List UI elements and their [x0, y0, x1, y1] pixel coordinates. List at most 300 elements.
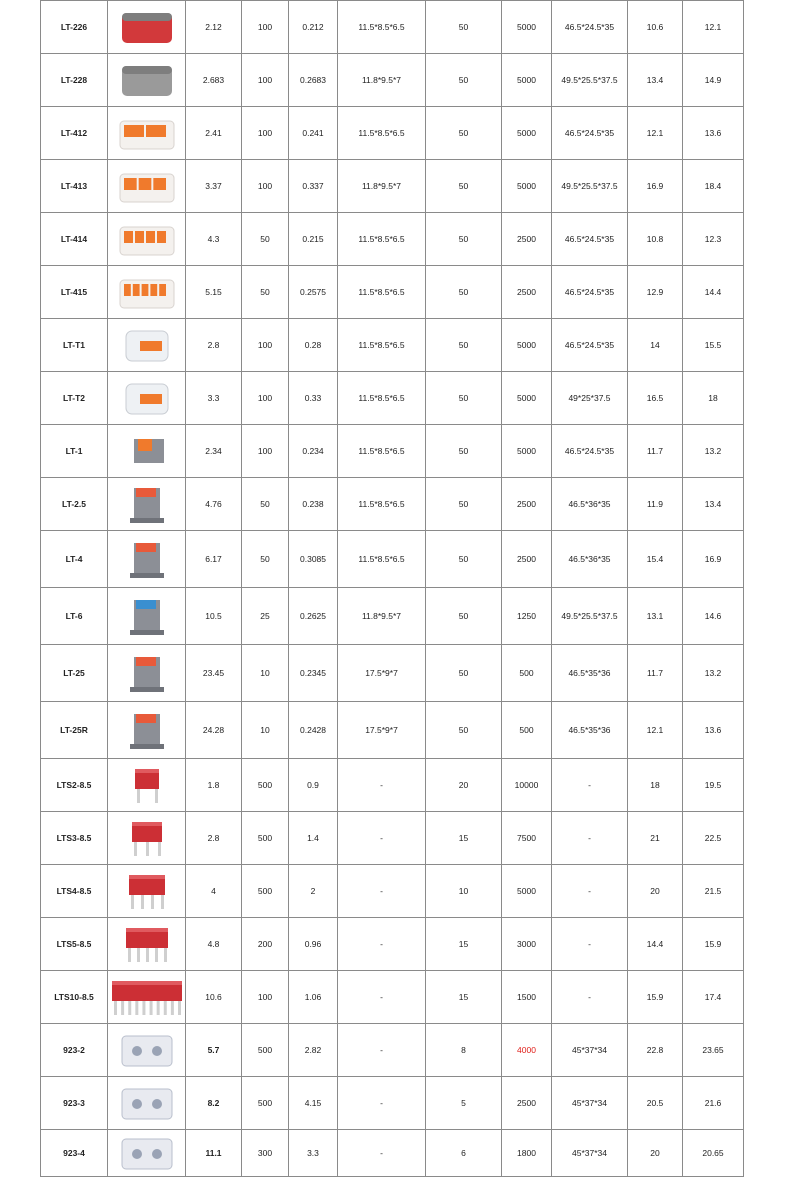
gross-weight-cell [683, 759, 744, 812]
gross-weight-value: 22.5 [704, 833, 722, 843]
product-image-cell [108, 213, 186, 266]
carton-size-value: 49.5*25.5*37.5 [561, 75, 618, 85]
boxes-per-carton-cell [426, 531, 502, 588]
carton-size-value: 46.5*24.5*35 [564, 22, 615, 32]
net-weight-value: 14 [650, 340, 660, 350]
model-cell [41, 266, 108, 319]
product-image-cell [108, 1130, 186, 1177]
clear-tap-connector-icon [108, 323, 185, 367]
white-ceramic-3way-terminal-icon [108, 1081, 185, 1125]
pcs-per-carton-value: 5000 [517, 181, 536, 191]
net-weight-cell [628, 478, 683, 531]
net-weight-cell [628, 1130, 683, 1177]
gross-weight-value: 20.65 [702, 1148, 724, 1158]
pack-weight-value: 2.82 [304, 1045, 322, 1055]
net-weight-value: 14.4 [646, 939, 664, 949]
carton-size-value: - [588, 833, 591, 843]
net-weight-cell [628, 531, 683, 588]
product-image-cell [108, 319, 186, 372]
pack-weight-value: 0.28 [304, 340, 322, 350]
carton-size-value: - [588, 780, 591, 790]
pcs-per-carton-value: 1500 [517, 992, 536, 1002]
boxes-per-carton-cell [426, 971, 502, 1024]
pcs-per-carton-value: 4000 [517, 1045, 536, 1055]
pack-weight-cell [289, 266, 338, 319]
unit-weight-value: 4 [211, 886, 216, 896]
pack-size-cell [338, 865, 426, 918]
gross-weight-value: 15.9 [704, 939, 722, 949]
pack-weight-cell [289, 918, 338, 971]
model-cell [41, 759, 108, 812]
unit-weight-value: 5.15 [205, 287, 222, 297]
table-row [41, 1077, 744, 1130]
boxes-per-carton-value: 50 [458, 22, 469, 32]
net-weight-value: 18 [650, 780, 660, 790]
pcs-per-carton-cell [502, 266, 552, 319]
pcs-per-carton-cell [502, 478, 552, 531]
boxes-per-carton-value: 50 [458, 554, 469, 564]
boxes-per-carton-value: 50 [458, 499, 469, 509]
pcs-per-carton-cell [502, 812, 552, 865]
unit-weight-value: 2.12 [205, 22, 222, 32]
model-cell [41, 812, 108, 865]
product-image-cell [108, 971, 186, 1024]
pcs-per-carton-cell [502, 1, 552, 54]
carton-size-value: 46.5*36*35 [568, 499, 611, 509]
carton-size-cell [552, 319, 628, 372]
model-value: LT-2.5 [62, 499, 86, 509]
pack-weight-cell [289, 645, 338, 702]
model-value: 923-4 [63, 1148, 85, 1158]
pack-qty-value: 50 [260, 287, 270, 297]
gross-weight-cell [683, 1130, 744, 1177]
carton-size-cell [552, 645, 628, 702]
gross-weight-cell [683, 372, 744, 425]
table-row [41, 160, 744, 213]
pack-qty-value: 500 [257, 886, 273, 896]
pack-qty-cell [242, 865, 289, 918]
net-weight-cell [628, 1077, 683, 1130]
unit-weight-cell [186, 160, 242, 213]
pack-qty-value: 50 [260, 554, 270, 564]
gross-weight-cell [683, 645, 744, 702]
gross-weight-cell [683, 702, 744, 759]
pack-weight-value: 0.2683 [300, 75, 326, 85]
net-weight-value: 13.1 [646, 611, 664, 621]
pack-size-cell [338, 588, 426, 645]
gross-weight-cell [683, 319, 744, 372]
pack-size-cell [338, 1130, 426, 1177]
net-weight-cell [628, 918, 683, 971]
carton-size-cell [552, 1, 628, 54]
boxes-per-carton-value: 50 [458, 446, 469, 456]
orange-lever-5pole-connector-icon [108, 270, 185, 314]
net-weight-value: 16.5 [646, 393, 664, 403]
pack-weight-cell [289, 425, 338, 478]
pack-size-cell [338, 702, 426, 759]
product-image-cell [108, 425, 186, 478]
red-jumper-bridge-3-icon [108, 816, 185, 860]
pcs-per-carton-cell [502, 865, 552, 918]
carton-size-cell [552, 425, 628, 478]
large-din-terminal-block-icon [108, 708, 185, 752]
pack-weight-value: 1.06 [304, 992, 322, 1002]
unit-weight-value: 2.683 [202, 75, 225, 85]
unit-weight-value: 3.3 [207, 393, 220, 403]
pack-size-value: - [380, 1045, 383, 1055]
pack-weight-value: 0.9 [307, 780, 319, 790]
carton-size-cell [552, 266, 628, 319]
red-jumper-bridge-5-icon [108, 922, 185, 966]
product-image-cell [108, 918, 186, 971]
unit-weight-value: 4.3 [207, 234, 220, 244]
boxes-per-carton-cell [426, 425, 502, 478]
table-row [41, 645, 744, 702]
white-ceramic-4way-terminal-icon [108, 1131, 185, 1175]
orange-lever-4pole-connector-icon [108, 217, 185, 261]
pack-qty-cell [242, 588, 289, 645]
pack-size-cell [338, 1, 426, 54]
table-row [41, 107, 744, 160]
unit-weight-value: 3.37 [205, 181, 222, 191]
pcs-per-carton-value: 2500 [517, 499, 536, 509]
pack-qty-value: 500 [257, 833, 273, 843]
product-image-cell [108, 645, 186, 702]
model-value: LTS3-8.5 [56, 833, 92, 843]
model-cell [41, 107, 108, 160]
pack-qty-value: 100 [257, 128, 273, 138]
pack-qty-value: 500 [257, 1098, 273, 1108]
pack-qty-value: 10 [260, 725, 270, 735]
pack-qty-cell [242, 1, 289, 54]
boxes-per-carton-value: 5 [461, 1098, 466, 1108]
boxes-per-carton-value: 6 [461, 1148, 466, 1158]
pack-qty-cell [242, 918, 289, 971]
carton-size-value: - [588, 992, 591, 1002]
unit-weight-value: 2.8 [207, 340, 220, 350]
pack-size-value: - [380, 992, 383, 1002]
pack-qty-cell [242, 1077, 289, 1130]
carton-size-value: 46.5*35*36 [568, 668, 611, 678]
pcs-per-carton-cell [502, 1077, 552, 1130]
pack-size-cell [338, 160, 426, 213]
rail-splice-connector-icon [108, 429, 185, 473]
unit-weight-cell [186, 213, 242, 266]
product-image-cell [108, 54, 186, 107]
pack-size-value: 11.5*8.5*6.5 [358, 128, 405, 138]
carton-size-value: 49.5*25.5*37.5 [561, 181, 618, 191]
model-value: LT-T2 [62, 393, 86, 403]
pack-size-value: 11.5*8.5*6.5 [358, 499, 405, 509]
model-value: LTS2-8.5 [56, 780, 92, 790]
model-value: LT-6 [65, 611, 83, 621]
unit-weight-cell [186, 812, 242, 865]
gross-weight-value: 13.6 [704, 128, 722, 138]
pack-weight-cell [289, 319, 338, 372]
carton-size-value: 46.5*36*35 [568, 554, 611, 564]
pcs-per-carton-cell [502, 372, 552, 425]
model-cell [41, 160, 108, 213]
pcs-per-carton-value: 5000 [517, 886, 536, 896]
gross-weight-cell [683, 865, 744, 918]
table-row [41, 372, 744, 425]
net-weight-value: 20 [650, 886, 660, 896]
unit-weight-cell [186, 971, 242, 1024]
boxes-per-carton-cell [426, 1, 502, 54]
pack-size-cell [338, 812, 426, 865]
model-value: LT-413 [60, 181, 88, 191]
gross-weight-value: 21.5 [704, 886, 722, 896]
pcs-per-carton-cell [502, 213, 552, 266]
pack-size-cell [338, 319, 426, 372]
gross-weight-cell [683, 918, 744, 971]
net-weight-value: 16.9 [646, 181, 664, 191]
net-weight-cell [628, 1, 683, 54]
boxes-per-carton-cell [426, 478, 502, 531]
pack-weight-value: 2 [310, 886, 316, 896]
pcs-per-carton-value: 5000 [517, 75, 536, 85]
boxes-per-carton-cell [426, 1130, 502, 1177]
pack-weight-cell [289, 372, 338, 425]
pack-weight-value: 0.238 [302, 499, 324, 509]
pack-weight-cell [289, 213, 338, 266]
table-row [41, 1024, 744, 1077]
carton-size-value: 46.5*24.5*35 [564, 287, 615, 297]
pcs-per-carton-cell [502, 971, 552, 1024]
pack-qty-value: 50 [260, 499, 270, 509]
unit-weight-value: 10.6 [205, 992, 222, 1002]
carton-size-cell [552, 702, 628, 759]
pcs-per-carton-cell [502, 645, 552, 702]
model-value: LT-4 [65, 554, 83, 564]
gross-weight-value: 12.3 [704, 234, 722, 244]
net-weight-value: 22.8 [646, 1045, 664, 1055]
unit-weight-cell [186, 1077, 242, 1130]
boxes-per-carton-value: 50 [458, 393, 469, 403]
net-weight-cell [628, 266, 683, 319]
product-image-cell [108, 865, 186, 918]
net-weight-value: 11.7 [647, 446, 663, 456]
pack-weight-value: 4.15 [304, 1098, 322, 1108]
boxes-per-carton-value: 15 [458, 939, 469, 949]
boxes-per-carton-value: 50 [458, 668, 469, 678]
product-image-cell [108, 588, 186, 645]
carton-size-cell [552, 478, 628, 531]
pack-weight-value: 0.2428 [300, 725, 326, 735]
red-jumper-bridge-2-icon [108, 763, 185, 807]
gross-weight-value: 13.2 [704, 668, 722, 678]
pack-weight-cell [289, 588, 338, 645]
model-cell [41, 702, 108, 759]
pcs-per-carton-value: 5000 [517, 22, 536, 32]
net-weight-cell [628, 865, 683, 918]
pack-size-value: 17.5*9*7 [365, 668, 398, 678]
boxes-per-carton-cell [426, 588, 502, 645]
unit-weight-cell [186, 1024, 242, 1077]
pack-weight-cell [289, 1, 338, 54]
boxes-per-carton-value: 15 [458, 992, 469, 1002]
net-weight-value: 15.9 [646, 992, 664, 1002]
boxes-per-carton-cell [426, 372, 502, 425]
pack-weight-value: 0.212 [302, 22, 324, 32]
pack-size-value: - [380, 1098, 383, 1108]
boxes-per-carton-cell [426, 812, 502, 865]
carton-size-value: 45*37*34 [572, 1148, 607, 1158]
product-image-cell [108, 478, 186, 531]
orange-lever-2pole-connector-icon [108, 111, 185, 155]
table-row [41, 1130, 744, 1177]
net-weight-cell [628, 702, 683, 759]
product-image-cell [108, 107, 186, 160]
pack-qty-cell [242, 107, 289, 160]
net-weight-value: 12.1 [646, 128, 664, 138]
pcs-per-carton-value: 5000 [517, 128, 536, 138]
unit-weight-value: 23.45 [202, 668, 225, 678]
unit-weight-value: 1.8 [207, 780, 220, 790]
carton-size-cell [552, 759, 628, 812]
unit-weight-cell [186, 266, 242, 319]
pack-size-value: - [380, 886, 383, 896]
net-weight-cell [628, 1024, 683, 1077]
boxes-per-carton-value: 50 [458, 287, 469, 297]
pack-qty-value: 10 [260, 668, 270, 678]
pcs-per-carton-cell [502, 319, 552, 372]
boxes-per-carton-cell [426, 1077, 502, 1130]
table-row [41, 1, 744, 54]
carton-size-cell [552, 1024, 628, 1077]
unit-weight-value: 2.8 [207, 833, 220, 843]
pack-qty-value: 100 [257, 340, 273, 350]
pack-size-cell [338, 759, 426, 812]
pcs-per-carton-value: 2500 [517, 554, 536, 564]
pack-size-cell [338, 971, 426, 1024]
pack-size-value: 11.8*9.5*7 [361, 181, 402, 191]
model-cell [41, 54, 108, 107]
pcs-per-carton-value: 2500 [517, 1098, 536, 1108]
unit-weight-cell [186, 865, 242, 918]
gross-weight-value: 17.4 [704, 992, 722, 1002]
pack-size-cell [338, 918, 426, 971]
model-value: LT-25 [63, 668, 85, 678]
pack-qty-cell [242, 266, 289, 319]
pack-qty-cell [242, 54, 289, 107]
pack-weight-cell [289, 54, 338, 107]
boxes-per-carton-cell [426, 759, 502, 812]
pcs-per-carton-value: 500 [519, 668, 534, 678]
table-row [41, 478, 744, 531]
white-ceramic-2way-terminal-icon [108, 1028, 185, 1072]
pack-size-cell [338, 107, 426, 160]
pcs-per-carton-value: 2500 [517, 287, 536, 297]
model-value: LT-1 [65, 446, 83, 456]
model-cell [41, 372, 108, 425]
pack-weight-cell [289, 1024, 338, 1077]
carton-size-cell [552, 588, 628, 645]
model-value: 923-2 [63, 1045, 85, 1055]
product-image-cell [108, 531, 186, 588]
carton-size-cell [552, 1077, 628, 1130]
table-row [41, 702, 744, 759]
unit-weight-value: 11.1 [205, 1148, 222, 1158]
table-row [41, 266, 744, 319]
pack-qty-value: 100 [257, 75, 273, 85]
pack-qty-value: 500 [257, 780, 273, 790]
boxes-per-carton-value: 50 [458, 611, 469, 621]
pcs-per-carton-cell [502, 54, 552, 107]
model-cell [41, 319, 108, 372]
carton-size-value: 45*37*34 [572, 1045, 607, 1055]
product-image-cell [108, 812, 186, 865]
boxes-per-carton-cell [426, 54, 502, 107]
gross-weight-cell [683, 266, 744, 319]
pack-size-value: 11.8*9.5*7 [361, 75, 402, 85]
boxes-per-carton-cell [426, 160, 502, 213]
net-weight-value: 10.6 [646, 22, 664, 32]
boxes-per-carton-cell [426, 1024, 502, 1077]
pack-weight-cell [289, 759, 338, 812]
carton-size-cell [552, 1130, 628, 1177]
boxes-per-carton-value: 50 [458, 234, 469, 244]
pack-size-value: 11.5*8.5*6.5 [358, 393, 405, 403]
carton-size-cell [552, 107, 628, 160]
gross-weight-cell [683, 54, 744, 107]
unit-weight-cell [186, 1, 242, 54]
unit-weight-value: 2.34 [205, 446, 222, 456]
net-weight-cell [628, 812, 683, 865]
gross-weight-cell [683, 531, 744, 588]
din-terminal-block-icon [108, 482, 185, 526]
carton-size-value: 46.5*24.5*35 [564, 340, 615, 350]
pack-size-value: - [380, 780, 383, 790]
gross-weight-cell [683, 213, 744, 266]
boxes-per-carton-value: 50 [458, 75, 469, 85]
table-body [41, 1, 744, 1177]
carton-size-value: 46.5*24.5*35 [564, 128, 615, 138]
pack-weight-value: 0.33 [304, 393, 322, 403]
pack-qty-value: 50 [260, 234, 270, 244]
net-weight-value: 13.4 [646, 75, 664, 85]
pack-size-cell [338, 1077, 426, 1130]
pack-size-cell [338, 645, 426, 702]
gross-weight-value: 14.4 [704, 287, 722, 297]
net-weight-cell [628, 425, 683, 478]
pack-qty-value: 100 [257, 393, 273, 403]
table-row [41, 425, 744, 478]
gross-weight-cell [683, 1024, 744, 1077]
pack-qty-cell [242, 971, 289, 1024]
large-din-terminal-block-icon [108, 651, 185, 695]
unit-weight-cell [186, 588, 242, 645]
pcs-per-carton-cell [502, 425, 552, 478]
pcs-per-carton-cell [502, 918, 552, 971]
grey-red-2pole-connector-icon [108, 5, 185, 49]
model-cell [41, 645, 108, 702]
unit-weight-cell [186, 918, 242, 971]
unit-weight-value: 10.5 [205, 611, 222, 621]
pcs-per-carton-cell [502, 1130, 552, 1177]
pack-qty-value: 100 [257, 992, 273, 1002]
table-row [41, 971, 744, 1024]
orange-lever-3pole-connector-icon [108, 164, 185, 208]
pack-qty-cell [242, 812, 289, 865]
pcs-per-carton-cell [502, 702, 552, 759]
gross-weight-cell [683, 425, 744, 478]
red-jumper-bridge-10-icon [108, 975, 185, 1019]
pack-weight-value: 0.2345 [300, 668, 326, 678]
pack-qty-cell [242, 160, 289, 213]
net-weight-value: 12.1 [646, 725, 664, 735]
pcs-per-carton-value: 2500 [517, 234, 536, 244]
